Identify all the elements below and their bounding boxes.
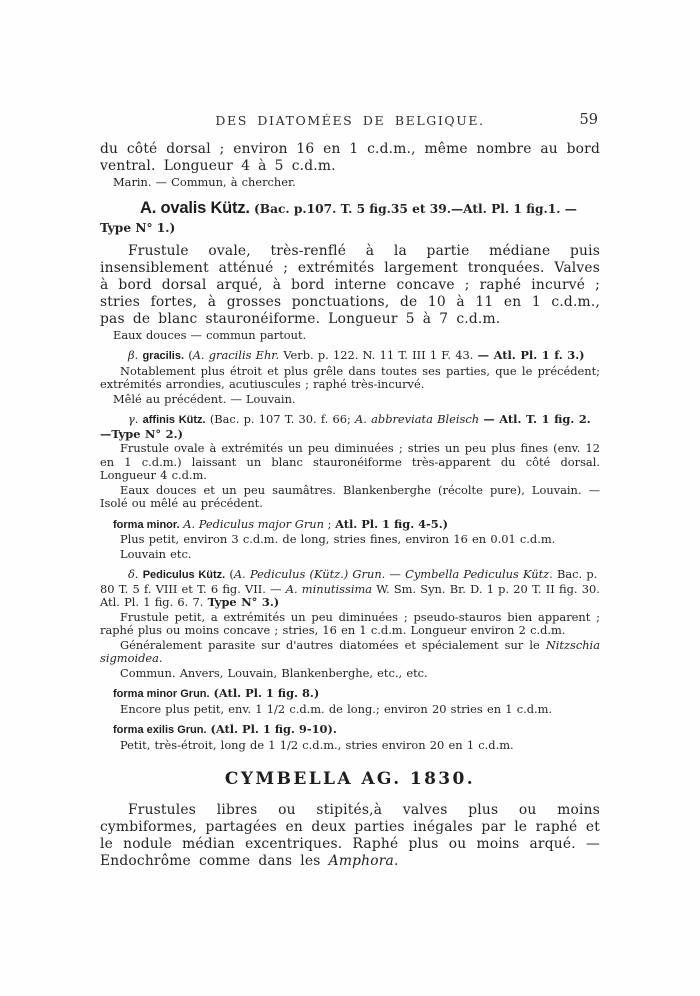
text-segment: (Atl. Pl. 1 fig. 9-10).: [206, 722, 337, 736]
text-segment: (Atl. Pl. 1 fig. 8.): [209, 686, 320, 700]
continuation-paragraph: [100, 141, 600, 175]
text-segment: forma minor Grun.: [113, 688, 210, 700]
locality-commun: [100, 667, 600, 681]
text-segment: Frustule ovale, très-renflé à la partie médiane puis insensiblement atténué ; extrémités largement tronquées. Valves à bord dorsal arqué, à bord interne concave ; raphé incurvé ; stries fortes, à grosses ponctuations, de 10 à 11 en 1 c.d.m., pas de blanc stauronéiforme. Longueur 5 à 7 c.d.m.: [100, 242, 600, 327]
text-segment: .: [158, 651, 163, 665]
text-segment: Frustule petit, a extrémités un peu diminuées ; pseudo-stauros bien apparent ; raphé plus ou moins concave ; stries, 16 en 1 c.d.m. Longueur environ 2 c.d.m.: [100, 609, 600, 637]
description-ovalis: [100, 243, 600, 328]
text-segment: gracilis.: [142, 350, 185, 362]
text-segment: W. Sm. Syn. Br. D. 1 p. 20 T. II fig. 30. Atl. Pl. 1 fig. 6. 7.: [100, 581, 600, 609]
text-segment: Amphora: [328, 853, 394, 869]
text-segment: Frustule ovale à extrémités un peu diminuées ; stries un peu plus fines (env. 12 en 1 c.d.m.) laissant un blanc stauronéiforme très-apparent du côté dorsal. Longueur 4 c.d.m.: [100, 441, 600, 482]
text-segment: .: [393, 853, 399, 869]
description-forma-minor-grun: [100, 703, 600, 717]
text-segment: Marin. — Commun, à chercher.: [113, 175, 296, 189]
text-segment: Généralement parasite sur d'autres diatomées et spécialement sur le: [120, 637, 546, 652]
variety-heading-pediculus: [100, 568, 600, 610]
text-segment: β.: [128, 348, 143, 362]
description-pediculus: [100, 611, 600, 638]
text-segment: Commun. Anvers, Louvain, Blankenberghe, etc., etc.: [120, 665, 428, 680]
species-heading-ovalis: [100, 199, 600, 238]
forma-heading-minor-grun: [100, 687, 600, 702]
description-affinis: [100, 442, 600, 483]
text-segment: A. ovalis Kütz.: [140, 198, 250, 217]
text-segment: Mêlé au précédent. — Louvain.: [113, 391, 296, 406]
habitat-note-eaux-douces: [100, 329, 600, 343]
text-segment: Type N° 3.): [207, 595, 280, 609]
text-segment: Notablement plus étroit et plus grêle dans toutes ses parties, que le précédent; extrémités arrondies, acutiuscules ; raphé très-incurvé.: [100, 363, 600, 391]
text-segment: forma minor.: [113, 518, 180, 531]
text-segment: Frustules libres ou stipités,à valves plus ou moins cymbiformes, partagées en deux parties inégales par le raphé et le nodule médian excentriques. Raphé plus ou moins arqué. — Endochrôme comme dans les: [100, 802, 600, 869]
text-segment: A. gracilis Ehr.: [192, 348, 280, 362]
text-segment: Plus petit, environ 3 c.d.m. de long, stries fines, environ 16 en 0.01 c.d.m.: [120, 532, 556, 546]
text-segment: —: [385, 567, 406, 581]
text-segment: A. Pediculus major Grun: [183, 516, 324, 531]
locality-louvain: [100, 548, 600, 562]
habitat-note-mele: [100, 393, 600, 407]
text-segment: ;: [323, 516, 336, 531]
genus-heading-cymbella: [100, 769, 600, 789]
text-segment: Pediculus Kütz.: [142, 569, 226, 581]
text-segment: Petit, très-étroit, long de 1 1/2 c.d.m., stries environ 20 en 1 c.d.m.: [120, 737, 514, 752]
text-segment: Nitzschia sigmoidea: [100, 637, 600, 665]
running-title: DES DIATOMÉES DE BELGIQUE.: [215, 113, 485, 128]
page-header: [100, 113, 600, 133]
text-segment: — Atl. Pl. 1 f. 3.): [477, 348, 585, 362]
text-segment: du côté dorsal ; environ 16 en 1 c.d.m., même nombre au bord ventral. Longueur 4 à 5 c.d.m.: [100, 141, 600, 174]
description-forma-exilis: [100, 739, 600, 753]
page-number: 59: [579, 112, 598, 128]
text-segment: Louvain etc.: [120, 546, 192, 561]
text-segment: Eaux douces et un peu saumâtres. Blankenberghe (récolte pure), Louvain. — Isolé ou mêlé au précédent.: [100, 482, 600, 510]
text-segment: Verb. p. 122. N. 11 T. III 1 F. 43.: [279, 348, 478, 362]
habitat-note-marin: [100, 176, 600, 190]
page-body: [100, 141, 600, 870]
forma-heading-minor: [100, 518, 600, 533]
text-segment: affinis Kütz.: [142, 414, 206, 426]
text-segment: (Bac. p. 107 T. 30. f. 66;: [205, 412, 356, 426]
text-segment: (: [184, 348, 193, 362]
description-gracilis: [100, 365, 600, 392]
variety-heading-gracilis: [100, 349, 600, 364]
habitat-note-affinis: [100, 484, 600, 511]
text-segment: γ.: [128, 412, 143, 426]
description-forma-minor: [100, 533, 600, 547]
text-segment: forma exilis Grun.: [113, 724, 207, 736]
text-segment: A. minutissima: [285, 581, 373, 596]
text-segment: Bac. p. 80 T. 5 f. VIII et T. 6 fig. VII. —: [100, 567, 598, 596]
text-segment: — Atl. T. 1 fig. 2. —Type N° 2.): [100, 412, 591, 441]
description-cymbella: [100, 802, 600, 870]
text-segment: Cymbella Pediculus Kütz.: [405, 567, 553, 581]
text-segment: (Bac. p.107. T. 5 fig.35 et 39.—Atl. Pl. 1 fig.1. —Type N° 1.): [100, 201, 577, 235]
text-segment: Eaux douces — commun partout.: [113, 327, 307, 342]
variety-heading-affinis: [100, 413, 600, 441]
text-segment: Encore plus petit, env. 1 1/2 c.d.m. de long.; environ 20 stries en 1 c.d.m.: [120, 701, 553, 716]
text-segment: CYMBELLA AG. 1830.: [224, 769, 476, 789]
note-parasite: [100, 639, 600, 666]
text-segment: δ.: [128, 567, 143, 581]
text-segment: Atl. Pl. 1 fig. 4-5.): [335, 516, 449, 531]
text-segment: A. abbreviata Bleisch: [355, 412, 480, 426]
text-segment: (: [225, 567, 234, 581]
forma-heading-exilis: [100, 723, 600, 738]
text-segment: A. Pediculus (Kütz.) Grun.: [233, 567, 386, 581]
